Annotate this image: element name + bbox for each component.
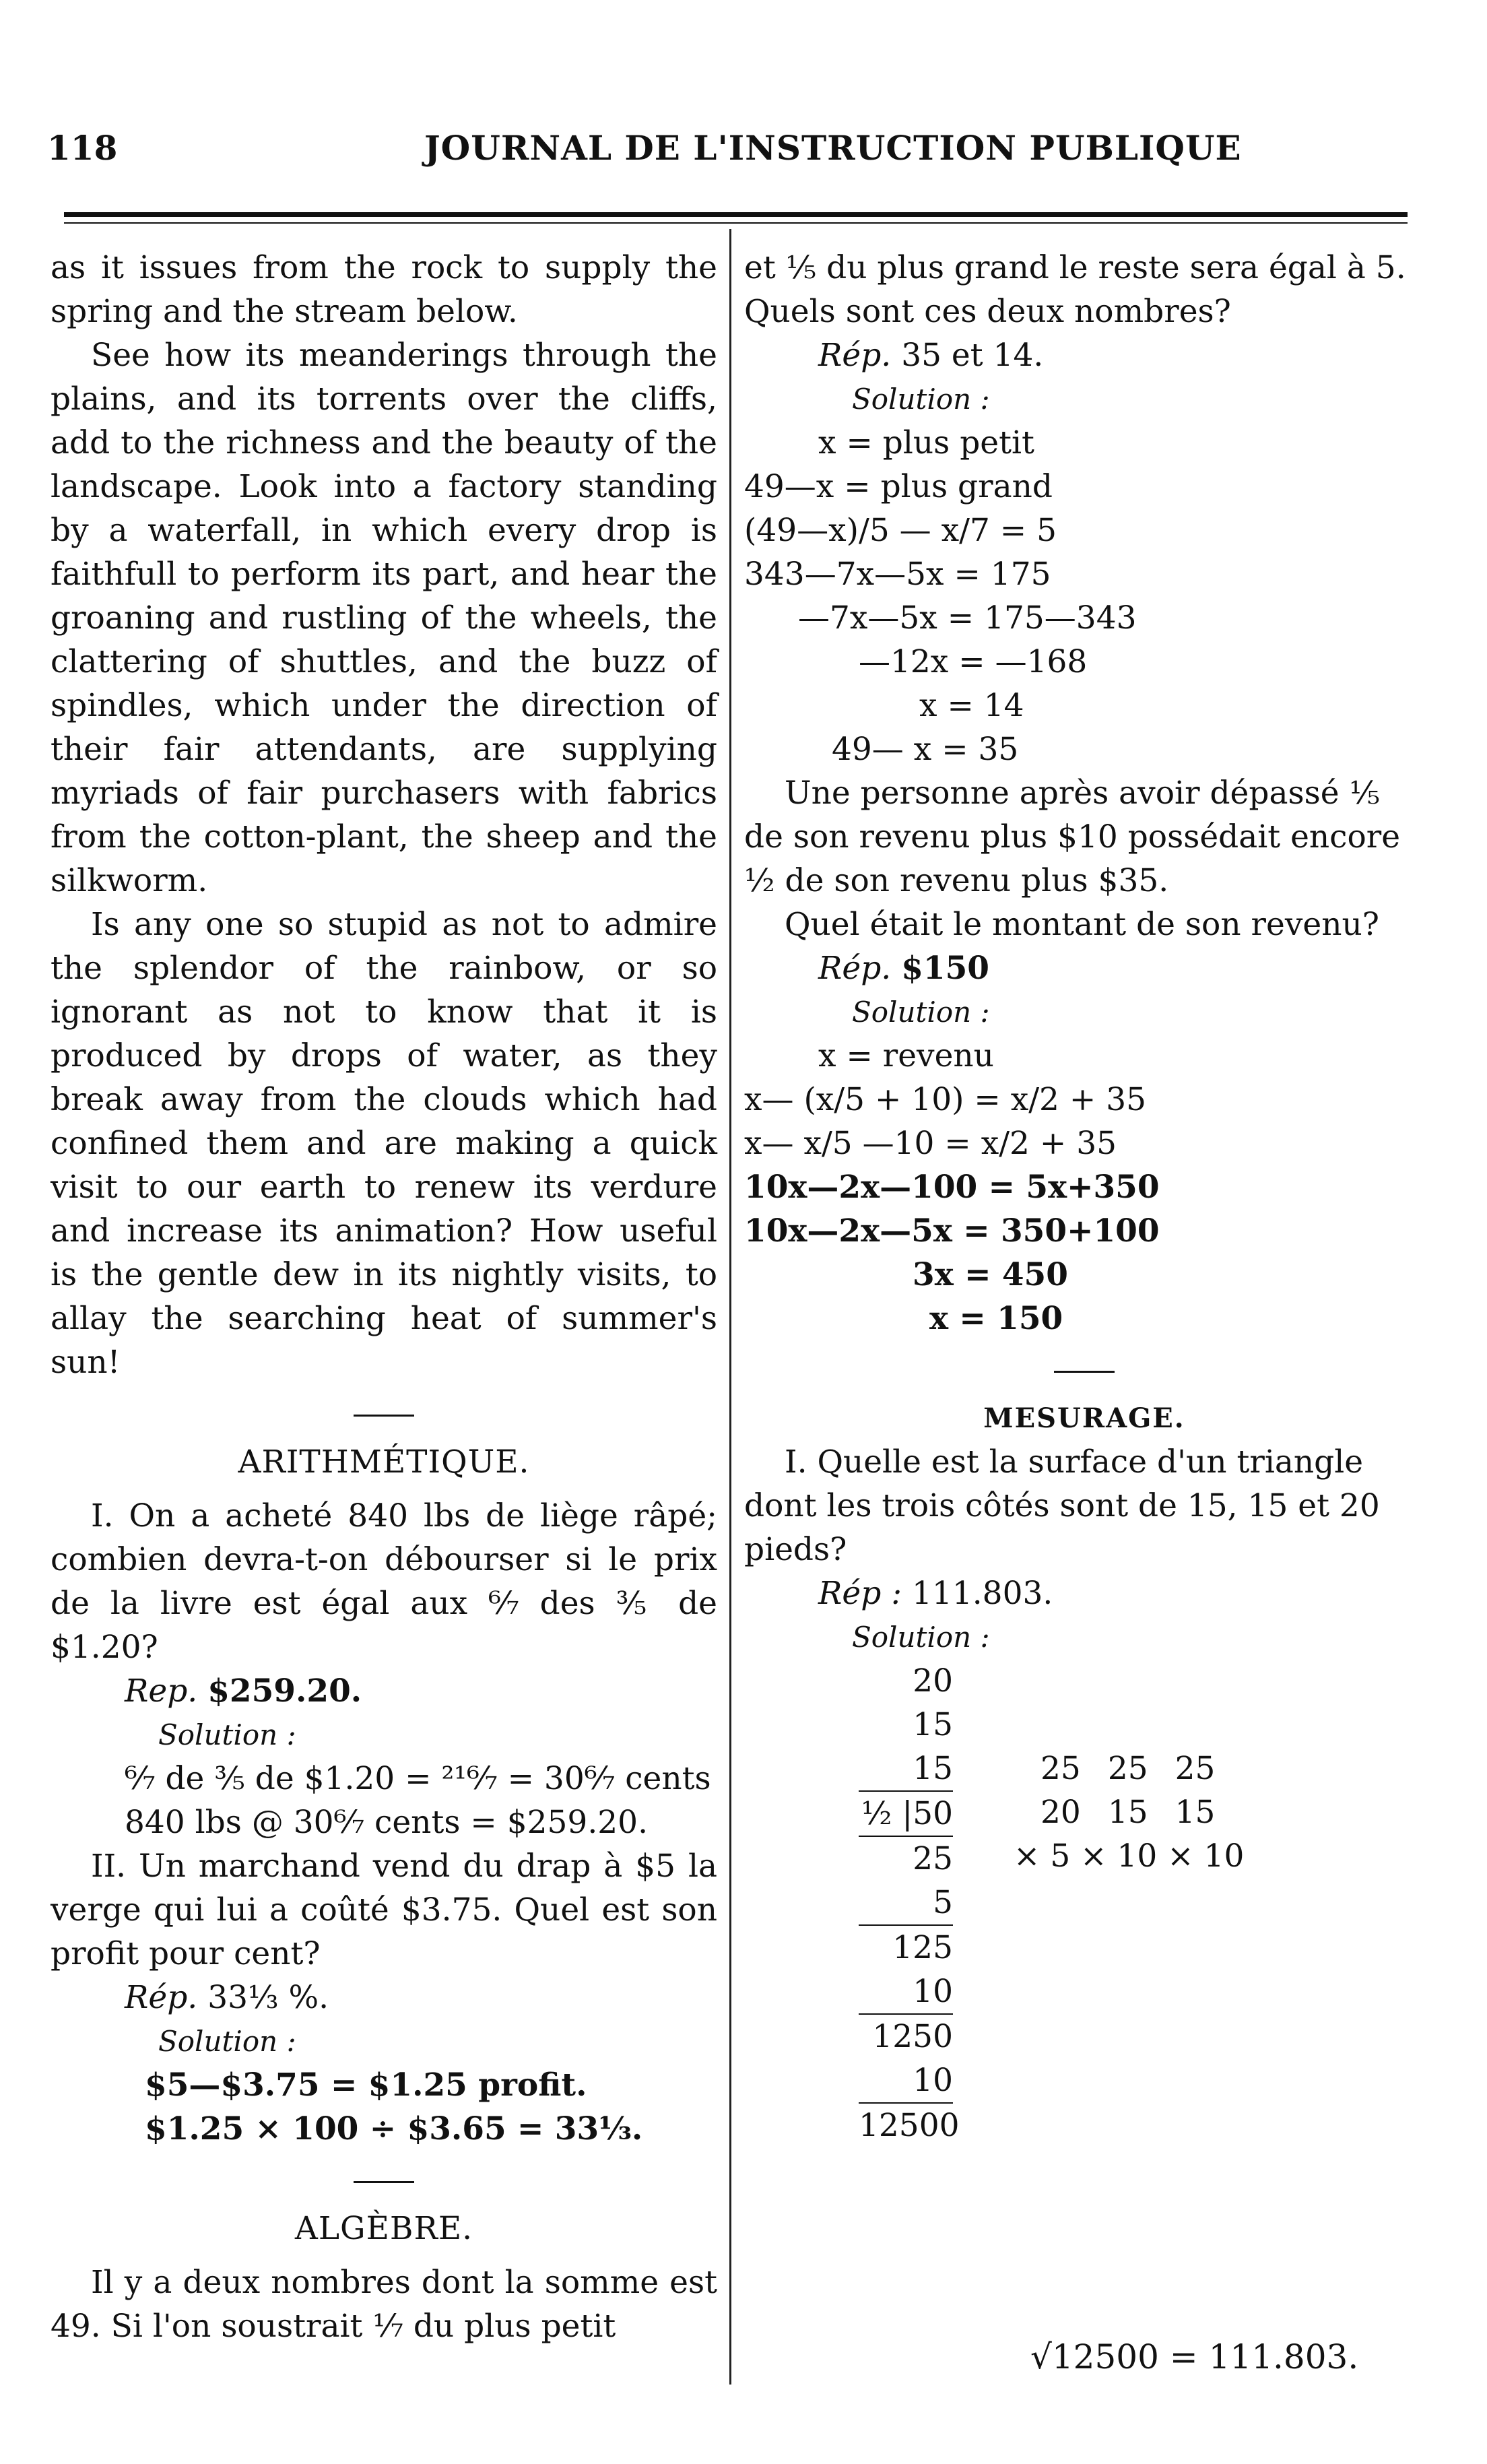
answer-value: $150 [901, 950, 989, 987]
page-number: 118 [47, 128, 118, 168]
equation-line: x = plus petit [818, 424, 1034, 461]
solution-label: Solution : [158, 2025, 296, 2058]
equation-line: —7x—5x = 175—343 [798, 599, 1137, 637]
section-divider [354, 2181, 414, 2183]
calc-line: 15 [913, 1706, 953, 1743]
solution-label: Solution : [158, 1718, 296, 1751]
section-divider [1054, 1371, 1115, 1373]
answer-value: $259.20. [207, 1673, 362, 1710]
problem-algebre: Il y a deux nombres dont la somme est 49. Si l'on soustrait ⅐ du plus petit [51, 2264, 717, 2345]
calc-line: 20 [913, 1662, 953, 1699]
equation-line: x— x/5 —10 = x/2 + 35 [744, 1125, 1117, 1162]
equation-line: x = 14 [919, 687, 1024, 724]
answer-line [744, 333, 1424, 377]
paragraph: Is any one so stupid as not to admire the splendor of the rainbow, or so ignorant as not to know that it is produced by drops of water, as they break away from the clouds which had confined them and are making a quick visit to our earth to renew its verdure and increase its animation? How useful is the gentle dew in its nightly visits, to allay the searching heat of summer's sun! [51, 906, 717, 1381]
calc-line: 5 [859, 1881, 953, 1926]
calc-cell: 15 [1107, 1794, 1148, 1831]
problem-1: I. On a acheté 840 lbs de liège râpé; combien devra-t-on débourser si le prix de la livre est égal aux ⁶⁄₇ des ⅗ de $1.20? [51, 1497, 717, 1666]
column-divider [729, 229, 731, 2385]
equation-line: 49— x = 35 [832, 731, 1019, 768]
solution-label: Solution : [852, 1621, 990, 1654]
calc-stack [859, 1659, 960, 2147]
equation-line: x = revenu [818, 1037, 994, 1074]
journal-title: JOURNAL DE L'INSTRUCTION PUBLIQUE [424, 128, 1242, 168]
answer-label: Rép. [818, 950, 892, 987]
mesurage-calc [744, 1659, 1424, 2144]
solution-label: Solution : [852, 383, 990, 416]
solution-line: ⁶⁄₇ de ⅗ de $1.20 = ²¹⁶⁄₇ = 30⁶⁄₇ cents [125, 1760, 711, 1797]
section-title-mesurage: MESURAGE. [983, 1402, 1185, 1434]
answer-label: Rép. [125, 1979, 198, 2016]
left-column [51, 246, 717, 2348]
equation-line: 3x = 450 [913, 1256, 1068, 1293]
header-rule [64, 212, 1408, 217]
answer-value: 35 et 14. [901, 337, 1044, 374]
calc-cell: 25 [1107, 1750, 1148, 1787]
answer-line [51, 1976, 717, 2019]
solution-line: $1.25 × 100 ÷ $3.65 = 33⅓. [145, 2110, 643, 2147]
answer-label: Rep. [125, 1673, 198, 1710]
calc-line: 10 [859, 2058, 953, 2104]
problem-revenu-question: Quel était le montant de son revenu? [785, 906, 1379, 943]
calc-cell: 15 [1175, 1794, 1216, 1831]
problem-revenu: Une personne après avoir dépassé ⅕ de son revenu plus $10 possédait encore ½ de son revenu plus $35. [744, 775, 1401, 899]
answer-line [51, 1669, 717, 1713]
right-column [744, 246, 1424, 2144]
section-title-arithmetique: ARITHMÉTIQUE. [238, 1444, 530, 1481]
answer-value: 33⅓ %. [207, 1979, 329, 2016]
calc-matrix [1014, 1747, 1310, 1878]
calc-row: × 5 × 10 × 10 [1014, 1838, 1245, 1875]
equation-line: 343—7x—5x = 175 [744, 556, 1051, 593]
equation-line: x— (x/5 + 10) = x/2 + 35 [744, 1081, 1147, 1118]
equation-line: 49—x = plus grand [744, 468, 1053, 505]
equation-block [744, 421, 1424, 771]
page-header [47, 128, 1428, 189]
calc-row [1040, 1790, 1310, 1834]
paragraph: as it issues from the rock to supply the spring and the stream below. [51, 249, 717, 330]
answer-line [744, 1571, 1424, 1615]
problem-triangle: I. Quelle est la surface d'un triangle dont les trois côtés sont de 15, 15 et 20 pieds? [744, 1444, 1380, 1568]
calc-line: 12500 [859, 2107, 960, 2144]
calc-line: 10 [859, 1970, 953, 2015]
section-divider [354, 1415, 414, 1417]
solution-label: Solution : [852, 996, 990, 1029]
calc-line: 15 [859, 1747, 953, 1792]
answer-label: Rép. [818, 337, 892, 374]
calc-line: ½ |50 [859, 1792, 953, 1837]
equation-line: 10x—2x—5x = 350+100 [744, 1212, 1160, 1250]
calc-line: 1250 [872, 2018, 953, 2055]
section-title-algebre: ALGÈBRE. [294, 2210, 473, 2247]
header-rule-thin [64, 222, 1408, 224]
calc-line: 125 [892, 1929, 953, 1966]
equation-block [744, 1034, 1424, 1340]
equation-line: (49—x)/5 — x/7 = 5 [744, 512, 1057, 549]
equation-line: x = 150 [929, 1300, 1063, 1337]
calc-cell: 25 [1040, 1750, 1081, 1787]
equation-line: 10x—2x—100 = 5x+350 [744, 1169, 1160, 1206]
problem-2: II. Un marchand vend du drap à $5 la verge qui lui a coûté $3.75. Quel est son profit pour cent? [51, 1848, 717, 1972]
paragraph: See how its meanderings through the plains, and its torrents over the cliffs, add to the richness and the beauty of the landscape. Look into a factory standing by a waterfall, in which every drop is faithfull to perform its part, and hear the groaning and rustling of the wheels, the clattering of shuttles, and the buzz of spindles, which under the direction of their fair attendants, are supplying myriads of fair purchasers with fabrics from the cotton-plant, the sheep and the silkworm. [51, 337, 717, 899]
solution-line: 840 lbs @ 30⁶⁄₇ cents = $259.20. [125, 1804, 649, 1841]
solution-line: $5—$3.75 = $1.25 profit. [145, 2067, 587, 2104]
answer-line [744, 946, 1424, 990]
paragraph: et ⅕ du plus grand le reste sera égal à 5. Quels sont ces deux nombres? [744, 249, 1406, 330]
equation-line: —12x = —168 [859, 643, 1088, 680]
calc-line: 25 [913, 1840, 953, 1877]
calc-row [1040, 1747, 1310, 1790]
sqrt-result: √12500 = 111.803. [1030, 2337, 1359, 2376]
answer-value: 111.803. [912, 1575, 1053, 1612]
calc-cell: 25 [1175, 1750, 1216, 1787]
calc-cell: 20 [1040, 1794, 1081, 1831]
answer-label: Rép : [818, 1575, 902, 1612]
